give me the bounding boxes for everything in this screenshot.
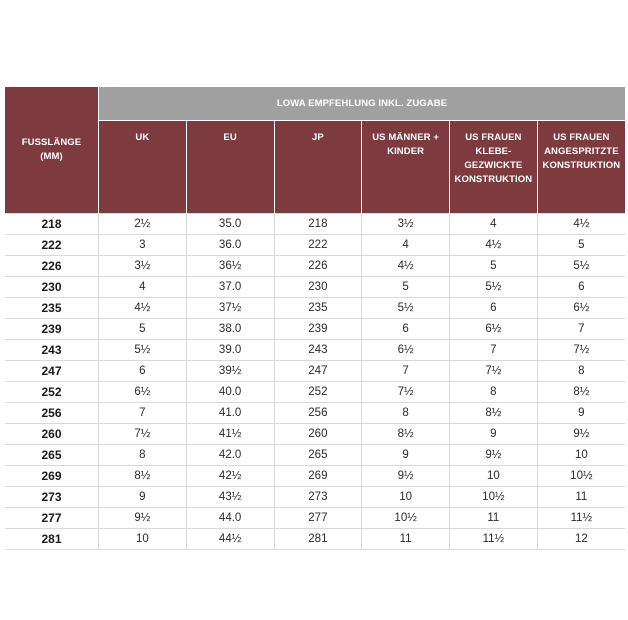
- table-row: [5, 235, 625, 256]
- size-cell-uk: 4: [99, 277, 187, 298]
- size-cell-jp: 243: [274, 340, 362, 361]
- size-cell-us-women-injected: 10: [537, 445, 625, 466]
- column-header-us-men-kids: US MÄNNER + KINDER: [362, 121, 450, 214]
- size-cell-eu: 40.0: [186, 382, 274, 403]
- size-cell-us-women-cemented: 5: [450, 256, 538, 277]
- size-cell-us-men-kids: 9½: [362, 466, 450, 487]
- size-cell-uk: 2½: [99, 214, 187, 235]
- foot-length-cell: 230: [5, 277, 99, 298]
- foot-length-header: FUSSLÄNGE (MM): [5, 87, 99, 214]
- size-cell-us-men-kids: 10½: [362, 508, 450, 529]
- table-row: [5, 382, 625, 403]
- size-cell-jp: 247: [274, 361, 362, 382]
- column-header-eu: EU: [186, 121, 274, 214]
- foot-length-cell: 256: [5, 403, 99, 424]
- size-cell-eu: 42½: [186, 466, 274, 487]
- size-cell-us-men-kids: 7: [362, 361, 450, 382]
- size-cell-eu: 37.0: [186, 277, 274, 298]
- size-cell-us-women-injected: 6½: [537, 298, 625, 319]
- size-conversion-table: [5, 87, 625, 550]
- size-cell-us-men-kids: 11: [362, 529, 450, 550]
- table-row: [5, 445, 625, 466]
- lowa-recommendation-header: LOWA EMPFEHLUNG INKL. ZUGABE: [99, 87, 626, 121]
- column-header-uk: UK: [99, 121, 187, 214]
- size-cell-uk: 3½: [99, 256, 187, 277]
- size-cell-us-women-cemented: 9: [450, 424, 538, 445]
- size-cell-us-women-cemented: 10: [450, 466, 538, 487]
- table-row: [5, 298, 625, 319]
- size-cell-us-men-kids: 4½: [362, 256, 450, 277]
- foot-length-cell: 281: [5, 529, 99, 550]
- header-row-columns: [5, 121, 625, 214]
- table-body: [5, 214, 625, 550]
- size-cell-us-women-cemented: 4½: [450, 235, 538, 256]
- size-cell-jp: 273: [274, 487, 362, 508]
- size-cell-jp: 269: [274, 466, 362, 487]
- foot-length-cell: 277: [5, 508, 99, 529]
- column-header-us-women-injected: US FRAUEN ANGESPRITZTE KONSTRUKTION: [537, 121, 625, 214]
- size-cell-uk: 3: [99, 235, 187, 256]
- size-cell-us-women-injected: 7½: [537, 340, 625, 361]
- size-cell-us-men-kids: 3½: [362, 214, 450, 235]
- size-cell-us-women-injected: 6: [537, 277, 625, 298]
- table-row: [5, 424, 625, 445]
- size-cell-eu: 44½: [186, 529, 274, 550]
- size-cell-us-women-cemented: 9½: [450, 445, 538, 466]
- size-cell-eu: 37½: [186, 298, 274, 319]
- size-cell-jp: 265: [274, 445, 362, 466]
- table-row: [5, 487, 625, 508]
- size-cell-us-women-injected: 12: [537, 529, 625, 550]
- size-cell-eu: 39.0: [186, 340, 274, 361]
- size-cell-us-men-kids: 9: [362, 445, 450, 466]
- table-header: [5, 87, 625, 214]
- size-cell-eu: 41.0: [186, 403, 274, 424]
- size-cell-uk: 8: [99, 445, 187, 466]
- size-cell-uk: 8½: [99, 466, 187, 487]
- table-row: [5, 466, 625, 487]
- size-cell-us-women-injected: 7: [537, 319, 625, 340]
- size-cell-us-women-injected: 11: [537, 487, 625, 508]
- size-cell-us-women-injected: 10½: [537, 466, 625, 487]
- size-cell-jp: 230: [274, 277, 362, 298]
- size-cell-us-women-cemented: 11½: [450, 529, 538, 550]
- header-row-group: [5, 87, 625, 121]
- size-cell-us-women-injected: 8: [537, 361, 625, 382]
- size-cell-uk: 5½: [99, 340, 187, 361]
- size-cell-us-women-cemented: 11: [450, 508, 538, 529]
- foot-length-cell: 247: [5, 361, 99, 382]
- size-cell-jp: 252: [274, 382, 362, 403]
- size-cell-eu: 36.0: [186, 235, 274, 256]
- size-cell-jp: 281: [274, 529, 362, 550]
- size-cell-jp: 222: [274, 235, 362, 256]
- table-row: [5, 340, 625, 361]
- size-cell-jp: 235: [274, 298, 362, 319]
- size-cell-us-women-injected: 9½: [537, 424, 625, 445]
- foot-length-cell: 252: [5, 382, 99, 403]
- size-cell-us-women-injected: 8½: [537, 382, 625, 403]
- size-cell-us-men-kids: 5: [362, 277, 450, 298]
- foot-length-cell: 235: [5, 298, 99, 319]
- foot-length-cell: 239: [5, 319, 99, 340]
- size-cell-us-men-kids: 8: [362, 403, 450, 424]
- table-row: [5, 403, 625, 424]
- size-cell-uk: 10: [99, 529, 187, 550]
- table-row: [5, 508, 625, 529]
- size-cell-us-men-kids: 10: [362, 487, 450, 508]
- size-cell-us-women-cemented: 6: [450, 298, 538, 319]
- foot-length-cell: 273: [5, 487, 99, 508]
- size-cell-us-women-injected: 11½: [537, 508, 625, 529]
- size-cell-uk: 6: [99, 361, 187, 382]
- table-row: [5, 256, 625, 277]
- size-cell-uk: 7½: [99, 424, 187, 445]
- size-cell-us-women-cemented: 8½: [450, 403, 538, 424]
- column-header-us-women-cemented: US FRAUEN KLEBE- GEZWICKTE KONSTRUKTION: [450, 121, 538, 214]
- foot-length-cell: 260: [5, 424, 99, 445]
- size-cell-us-men-kids: 6½: [362, 340, 450, 361]
- size-cell-eu: 35.0: [186, 214, 274, 235]
- size-cell-us-women-injected: 9: [537, 403, 625, 424]
- size-cell-us-women-cemented: 6½: [450, 319, 538, 340]
- foot-length-cell: 226: [5, 256, 99, 277]
- size-cell-us-women-cemented: 5½: [450, 277, 538, 298]
- size-cell-eu: 42.0: [186, 445, 274, 466]
- size-cell-eu: 44.0: [186, 508, 274, 529]
- size-cell-jp: 260: [274, 424, 362, 445]
- table-row: [5, 529, 625, 550]
- foot-length-cell: 269: [5, 466, 99, 487]
- size-cell-eu: 39½: [186, 361, 274, 382]
- size-cell-us-women-cemented: 7½: [450, 361, 538, 382]
- size-cell-jp: 226: [274, 256, 362, 277]
- size-cell-us-women-cemented: 8: [450, 382, 538, 403]
- size-cell-jp: 239: [274, 319, 362, 340]
- foot-length-cell: 243: [5, 340, 99, 361]
- size-cell-us-men-kids: 6: [362, 319, 450, 340]
- size-cell-uk: 4½: [99, 298, 187, 319]
- size-cell-jp: 218: [274, 214, 362, 235]
- table-row: [5, 319, 625, 340]
- table-row: [5, 277, 625, 298]
- size-cell-us-women-cemented: 7: [450, 340, 538, 361]
- size-cell-us-women-injected: 4½: [537, 214, 625, 235]
- column-header-jp: JP: [274, 121, 362, 214]
- size-cell-us-men-kids: 7½: [362, 382, 450, 403]
- size-cell-us-men-kids: 5½: [362, 298, 450, 319]
- size-cell-uk: 6½: [99, 382, 187, 403]
- size-cell-eu: 41½: [186, 424, 274, 445]
- table-row: [5, 214, 625, 235]
- foot-length-cell: 265: [5, 445, 99, 466]
- size-cell-eu: 36½: [186, 256, 274, 277]
- size-cell-uk: 7: [99, 403, 187, 424]
- table-row: [5, 361, 625, 382]
- size-cell-eu: 38.0: [186, 319, 274, 340]
- size-cell-us-men-kids: 4: [362, 235, 450, 256]
- size-cell-us-women-cemented: 10½: [450, 487, 538, 508]
- size-cell-jp: 277: [274, 508, 362, 529]
- foot-length-cell: 218: [5, 214, 99, 235]
- size-cell-jp: 256: [274, 403, 362, 424]
- size-cell-uk: 5: [99, 319, 187, 340]
- size-cell-us-women-injected: 5½: [537, 256, 625, 277]
- size-cell-us-men-kids: 8½: [362, 424, 450, 445]
- size-cell-uk: 9: [99, 487, 187, 508]
- size-cell-us-women-cemented: 4: [450, 214, 538, 235]
- size-cell-us-women-injected: 5: [537, 235, 625, 256]
- size-cell-eu: 43½: [186, 487, 274, 508]
- size-cell-uk: 9½: [99, 508, 187, 529]
- foot-length-cell: 222: [5, 235, 99, 256]
